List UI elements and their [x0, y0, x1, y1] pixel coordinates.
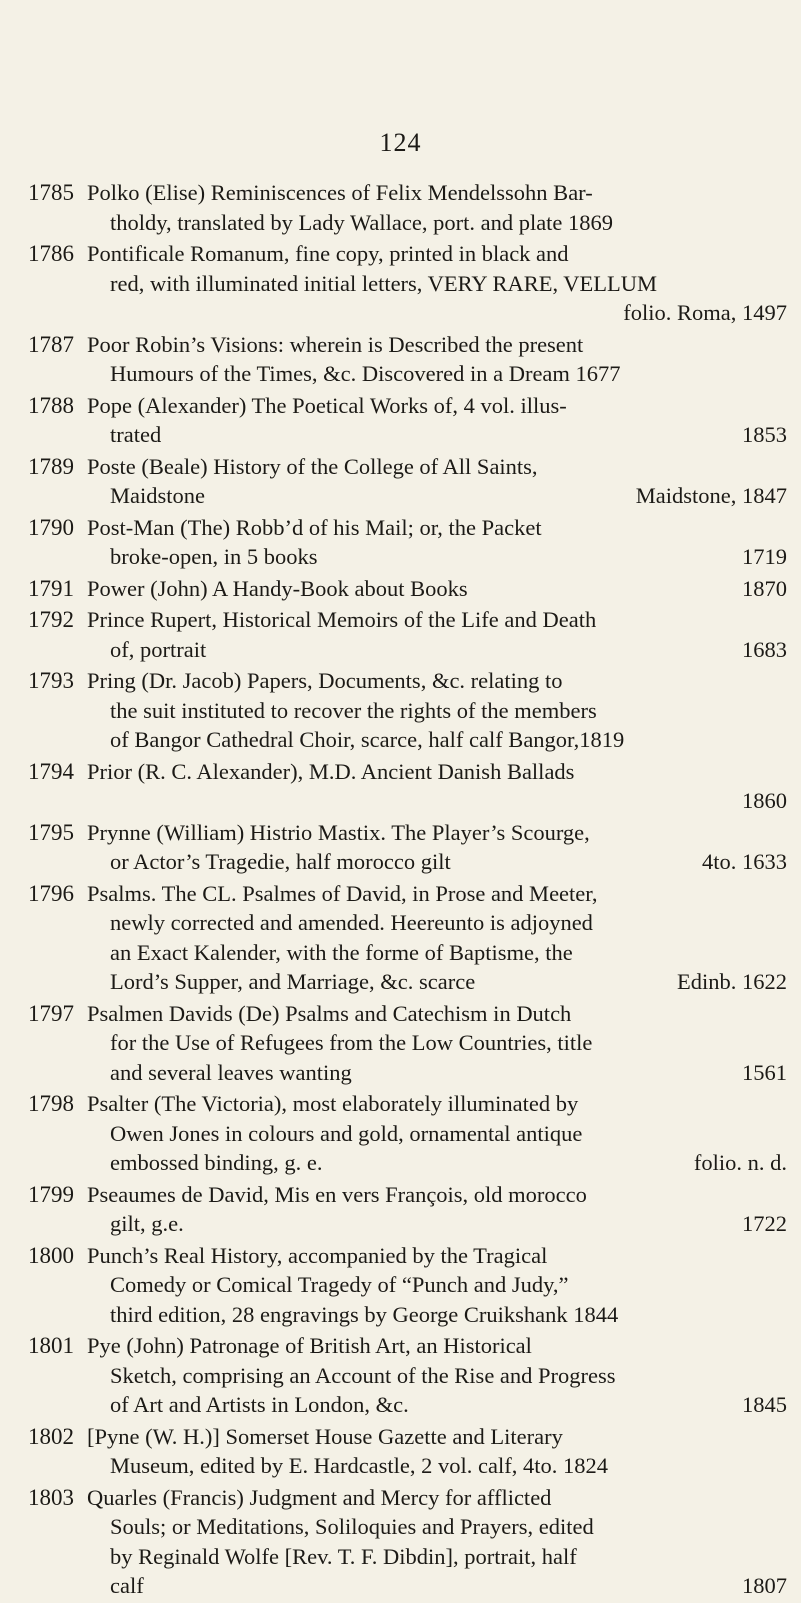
entry-line-text: or Actor’s Tragedie, half morocco gilt — [110, 849, 451, 874]
catalogue-entry — [0, 818, 801, 877]
entry-line-text: Prynne (William) Histrio Mastix. The Player’s Scourge, — [87, 819, 590, 845]
entry-line-text: Punch’s Real History, accompanied by the Tragical — [87, 1242, 548, 1268]
entry-line — [87, 725, 787, 755]
entry-line-imprint: folio. n. d. — [693, 1150, 787, 1175]
entry-line — [87, 298, 787, 328]
entry-line-text: Pontificale Romanum, fine copy, printed in black and — [87, 241, 569, 266]
entry-line-text: gilt, g.e. — [110, 1211, 184, 1236]
entry-line-text: red, with illuminated initial letters, VERY RARE, VELLUM — [110, 270, 658, 296]
entry-line — [87, 938, 787, 968]
catalogue-entry — [0, 1483, 801, 1601]
entry-line — [87, 1542, 787, 1572]
entry-line-text: broke-open, in 5 books — [110, 544, 318, 569]
catalogue-entry — [0, 239, 801, 328]
entry-line-text: trated — [110, 422, 162, 447]
entry-line-text: of Art and Artists in London, &c. — [110, 1392, 409, 1417]
entry-line-imprint: Maidstone, 1847 — [635, 483, 787, 508]
entry-text — [87, 666, 787, 755]
entry-line — [87, 269, 787, 299]
entry-text — [87, 178, 787, 237]
entry-line-text: of Bangor Cathedral Choir, scarce, half calf Bangor,1819 — [110, 727, 625, 752]
catalogue-entry — [0, 1089, 801, 1178]
entry-text — [87, 239, 787, 328]
entry-line-text: Polko (Elise) Reminiscences of Felix Mendelssohn Bar- — [87, 180, 593, 205]
entry-line — [87, 786, 787, 816]
entry-line-text: Psalmen Davids (De) Psalms and Catechism in Dutch — [87, 1000, 572, 1026]
entry-line-imprint: Edinb. 1622 — [677, 969, 787, 994]
entry-line — [87, 239, 787, 269]
entry-line-text: [Pyne (W. H.)] Somerset House Gazette and Literary — [87, 1423, 563, 1449]
entry-line — [87, 818, 787, 848]
entry-line-text: embossed binding, g. e. — [110, 1150, 323, 1175]
entry-line-text: third edition, 28 engravings by George Cruikshank 1844 — [110, 1301, 619, 1327]
entry-line-text: Comedy or Comical Tragedy of “Punch and Judy,” — [110, 1272, 569, 1297]
entry-line — [87, 1270, 787, 1300]
lot-number: 1797 — [28, 1000, 74, 1026]
entry-line-text: for the Use of Refugees from the Low Countries, title — [110, 1030, 593, 1055]
entry-line-imprint: 1853 — [742, 422, 787, 447]
entry-line — [87, 1241, 787, 1271]
lot-number: 1790 — [28, 514, 74, 540]
entry-line-imprint: 4to. 1633 — [701, 849, 787, 874]
entry-text — [87, 1180, 787, 1239]
catalogue-entry — [0, 666, 801, 755]
lot-number: 1801 — [28, 1333, 74, 1358]
entry-line-imprint: 1845 — [742, 1392, 787, 1417]
entry-line — [87, 1512, 787, 1542]
entry-line-text: Psalter (The Victoria), most elaborately illuminated by — [87, 1091, 579, 1116]
lot-number: 1798 — [28, 1091, 74, 1116]
entry-line — [87, 635, 787, 665]
entry-text — [87, 391, 787, 450]
entry-line-text: Prior (R. C. Alexander), M.D. Ancient Danish Ballads — [87, 758, 575, 784]
entry-line — [87, 1058, 787, 1088]
entry-line-text: Poor Robin’s Visions: wherein is Described the present — [87, 331, 584, 357]
lot-number: 1789 — [28, 453, 74, 479]
entry-line-text: newly corrected and amended. Heereunto is adjoyned — [110, 910, 593, 935]
entry-line-imprint: 1860 — [742, 788, 787, 813]
lot-number: 1795 — [28, 819, 74, 845]
entry-line — [87, 1180, 787, 1210]
entry-line-text: Humours of the Times, &c. Discovered in a Dream 1677 — [110, 361, 621, 386]
entry-text — [87, 1331, 787, 1420]
entry-line-imprint: 1722 — [742, 1211, 787, 1236]
catalogue-entry — [0, 1331, 801, 1420]
catalogue-entry — [0, 999, 801, 1088]
entry-text — [87, 330, 787, 389]
entry-line-text: Psalms. The CL. Psalmes of David, in Prose and Meeter, — [87, 880, 598, 906]
lot-number: 1800 — [28, 1242, 74, 1268]
catalogue-entry — [0, 1241, 801, 1330]
entry-line-text: Pye (John) Patronage of British Art, an Historical — [87, 1333, 532, 1358]
entry-line — [87, 1483, 787, 1513]
catalogue-entry — [0, 513, 801, 572]
entry-line-text: and several leaves wanting — [110, 1059, 352, 1085]
entry-line — [87, 391, 787, 421]
entry-line-text: tholdy, translated by Lady Wallace, port. and plate 1869 — [110, 209, 614, 235]
entry-text — [87, 757, 787, 816]
entry-text — [87, 1089, 787, 1178]
entry-line — [87, 1028, 787, 1058]
catalogue-entry — [0, 605, 801, 664]
catalogue-entry — [0, 178, 801, 237]
entry-line-imprint: 1870 — [742, 575, 787, 601]
entry-line — [87, 178, 787, 208]
catalogue-entry — [0, 330, 801, 389]
entry-line-text: calf — [110, 1573, 144, 1598]
entry-line — [87, 481, 787, 511]
entry-line — [87, 999, 787, 1029]
entry-text — [87, 605, 787, 664]
entry-line-text: Owen Jones in colours and gold, ornamental antique — [110, 1120, 583, 1146]
entry-line-imprint: 1561 — [742, 1059, 787, 1085]
entry-line — [87, 359, 787, 389]
entry-line — [87, 1148, 787, 1178]
entry-line — [87, 1331, 787, 1361]
entry-line — [87, 1300, 787, 1330]
lot-number: 1788 — [28, 392, 74, 418]
lot-number: 1794 — [28, 758, 74, 784]
entry-line-text: Museum, edited by E. Hardcastle, 2 vol. calf, 4to. 1824 — [110, 1453, 609, 1478]
entry-text — [87, 1422, 787, 1481]
entry-line — [87, 757, 787, 787]
entry-line-text: Power (John) A Handy-Book about Books — [87, 575, 468, 601]
entry-line — [87, 452, 787, 482]
entry-line-text: Pope (Alexander) The Poetical Works of, 4 vol. illus- — [87, 392, 567, 418]
lot-number: 1796 — [28, 880, 74, 906]
entry-line-text: Prince Rupert, Historical Memoirs of the Life and Death — [87, 607, 597, 632]
entry-line — [87, 542, 787, 572]
entry-line-imprint: 1719 — [742, 544, 787, 569]
lot-number: 1802 — [28, 1423, 74, 1449]
entry-text — [87, 513, 787, 572]
catalogue-entry — [0, 1180, 801, 1239]
entry-line — [87, 696, 787, 726]
entry-text — [87, 452, 787, 511]
lot-number: 1803 — [28, 1484, 74, 1510]
entry-line-text: Poste (Beale) History of the College of All Saints, — [87, 453, 538, 479]
entry-line-text: Maidstone — [110, 483, 205, 508]
entry-line — [87, 513, 787, 543]
entry-line-imprint: folio. Roma, 1497 — [623, 300, 787, 325]
entry-line-text: Lord’s Supper, and Marriage, &c. scarce — [110, 969, 476, 994]
entry-line — [87, 1390, 787, 1420]
entry-line — [87, 1451, 787, 1481]
entry-line — [87, 1089, 787, 1119]
entry-line — [87, 1571, 787, 1601]
entry-line-text: Post-Man (The) Robb’d of his Mail; or, the Packet — [87, 514, 542, 540]
entry-line — [87, 208, 787, 238]
catalogue-entry — [0, 1422, 801, 1481]
entry-text — [87, 999, 787, 1088]
lot-number: 1785 — [28, 180, 74, 205]
lot-number: 1786 — [28, 241, 74, 266]
entry-line — [87, 1422, 787, 1452]
entry-line — [87, 574, 787, 604]
catalogue-entry — [0, 757, 801, 816]
entry-line-text: Quarles (Francis) Judgment and Mercy for afflicted — [87, 1484, 552, 1510]
entry-line-text: of, portrait — [110, 636, 207, 662]
entry-line — [87, 847, 787, 877]
page-number: 124 — [379, 128, 422, 157]
entry-line — [87, 1361, 787, 1391]
lot-number: 1799 — [28, 1181, 74, 1207]
entry-line — [87, 1119, 787, 1149]
entry-line-text: Pseaumes de David, Mis en vers François, old morocco — [87, 1181, 587, 1207]
entry-text — [87, 1483, 787, 1601]
entry-line — [87, 879, 787, 909]
entry-line — [87, 330, 787, 360]
entry-text — [87, 818, 787, 877]
entry-list — [0, 178, 801, 1603]
catalogue-entry — [0, 452, 801, 511]
entry-line — [87, 908, 787, 938]
entry-text — [87, 574, 787, 604]
entry-line-imprint: 1683 — [742, 636, 787, 662]
catalogue-entry — [0, 879, 801, 997]
lot-number: 1793 — [28, 668, 74, 693]
entry-line-text: Pring (Dr. Jacob) Papers, Documents, &c. relating to — [87, 668, 563, 693]
catalogue-entry — [0, 574, 801, 604]
entry-line — [87, 420, 787, 450]
entry-text — [87, 1241, 787, 1330]
entry-line — [87, 967, 787, 997]
entry-text — [87, 879, 787, 997]
entry-line — [87, 666, 787, 696]
lot-number: 1792 — [28, 607, 74, 632]
lot-number: 1791 — [28, 575, 74, 601]
entry-line — [87, 605, 787, 635]
lot-number: 1787 — [28, 331, 74, 357]
entry-line-text: Souls; or Meditations, Soliloquies and Prayers, edited — [110, 1514, 594, 1539]
entry-line-text: Sketch, comprising an Account of the Rise and Progress — [110, 1362, 616, 1388]
entry-line-text: an Exact Kalender, with the forme of Baptisme, the — [110, 939, 573, 965]
entry-line-imprint: 1807 — [742, 1573, 787, 1598]
entry-line-text: by Reginald Wolfe [Rev. T. F. Dibdin], portrait, half — [110, 1543, 577, 1569]
catalogue-entry — [0, 391, 801, 450]
entry-line-text: the suit instituted to recover the rights of the members — [110, 697, 597, 723]
entry-line — [87, 1209, 787, 1239]
